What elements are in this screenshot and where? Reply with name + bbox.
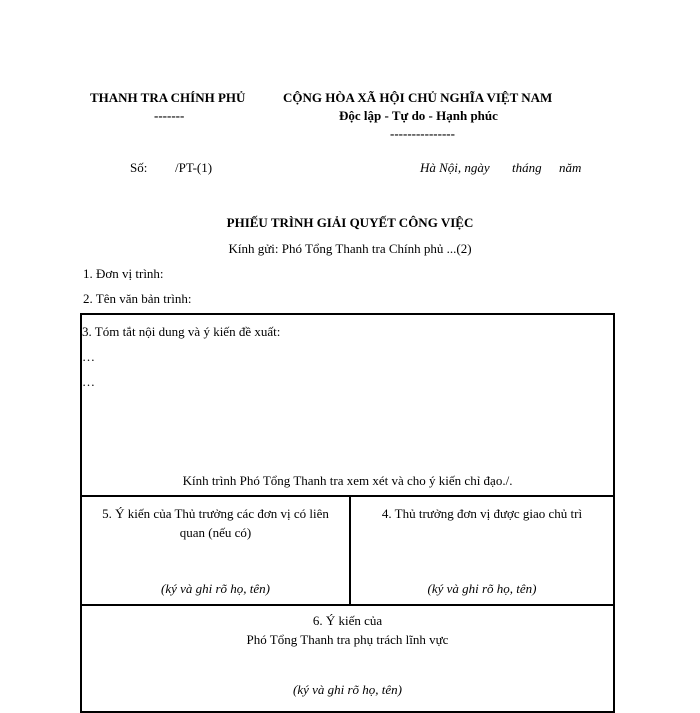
form-title: PHIẾU TRÌNH GIẢI QUYẾT CÔNG VIỆC xyxy=(226,215,474,230)
section-5-label-line-2: quan (nếu có) xyxy=(179,525,252,540)
recipient-line: Kính gửi: Phó Tổng Thanh tra Chính phủ ...(2) xyxy=(228,241,472,256)
date-month: tháng xyxy=(512,160,542,175)
section-3-ellipsis-1: … xyxy=(82,349,95,364)
section-6-label-line-1: 6. Ý kiến của xyxy=(312,613,383,628)
document-number-label: Số: xyxy=(130,160,148,175)
section-6-signature-note: (ký và ghi rõ họ, tên) xyxy=(292,682,403,697)
item-document-name: 2. Tên văn bản trình: xyxy=(83,291,192,306)
request-line: Kính trình Phó Tổng Thanh tra xem xét và cho ý kiến chỉ đạo./. xyxy=(182,473,513,488)
section-3-ellipsis-2: … xyxy=(82,374,95,389)
agency-rule: ------- xyxy=(154,108,185,123)
motto: Độc lập - Tự do - Hạnh phúc xyxy=(339,108,498,123)
section-4-signature-note: (ký và ghi rõ họ, tên) xyxy=(427,581,537,596)
section-5-label-line-1: 5. Ý kiến của Thủ trưởng các đơn vị có liên xyxy=(102,506,329,521)
date-year: năm xyxy=(559,160,582,175)
section-6-label-line-2: Phó Tổng Thanh tra phụ trách lĩnh vực xyxy=(246,632,449,647)
form-table xyxy=(80,313,615,713)
section-4-label: 4. Thủ trưởng đơn vị được giao chủ trì xyxy=(381,506,583,521)
motto-rule: --------------- xyxy=(390,126,455,141)
country-name: CỘNG HÒA XÃ HỘI CHỦ NGHĨA VIỆT NAM xyxy=(283,90,553,105)
section-3-label: 3. Tóm tắt nội dung và ý kiến đề xuất: xyxy=(82,324,281,339)
table-divider-1 xyxy=(82,495,613,497)
document-number-code: /PT-(1) xyxy=(175,160,213,175)
table-divider-2 xyxy=(82,604,613,606)
section-5-signature-note: (ký và ghi rõ họ, tên) xyxy=(160,581,271,596)
agency-name: THANH TRA CHÍNH PHỦ xyxy=(90,90,246,105)
place-date: Hà Nội, ngày xyxy=(420,160,490,175)
item-submitting-unit: 1. Đơn vị trình: xyxy=(83,266,164,281)
